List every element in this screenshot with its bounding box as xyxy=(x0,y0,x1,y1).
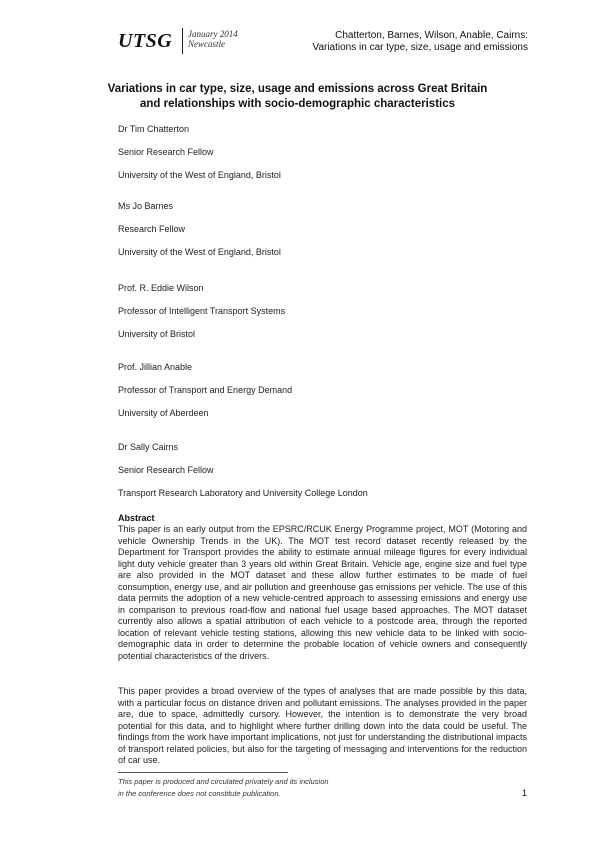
abstract-heading: Abstract xyxy=(118,513,155,523)
page-header xyxy=(118,24,528,68)
author-affiliation: University of Aberdeen xyxy=(118,408,209,418)
author-name: Dr Sally Cairns xyxy=(118,442,179,452)
utsg-logo: UTSG xyxy=(118,30,173,52)
title-line-1: Variations in car type, size, usage and emissions across Great Britain xyxy=(107,83,488,95)
author-role: Senior Research Fellow xyxy=(118,465,214,475)
author-affiliation: University of Bristol xyxy=(118,329,196,339)
author-name: Dr Tim Chatterton xyxy=(118,124,190,134)
author-affiliation: University of the West of England, Bristol xyxy=(118,247,281,257)
running-head xyxy=(313,30,528,54)
running-title: Variations in car type, size, usage and emissions xyxy=(312,42,528,53)
page-number: 1 xyxy=(521,788,527,798)
logo-divider xyxy=(182,28,183,54)
author-name: Ms Jo Barnes xyxy=(118,201,174,211)
title-line-2: and relationships with socio-demographic characteristics xyxy=(139,98,456,110)
footer-note-line-2: in the conference does not constitute publication. xyxy=(118,789,281,798)
author-affiliation: Transport Research Laboratory and University College London xyxy=(118,488,368,498)
author-role: Professor of Intelligent Transport Systems xyxy=(118,306,286,316)
author-name: Prof. Jillian Anable xyxy=(118,362,193,372)
author-role: Professor of Transport and Energy Demand xyxy=(118,385,293,395)
footer-note xyxy=(118,776,329,800)
author-affiliation: University of the West of England, Bristol xyxy=(118,170,281,180)
running-authors: Chatterton, Barnes, Wilson, Anable, Cairns: xyxy=(335,30,528,41)
author-name: Prof. R. Eddie Wilson xyxy=(118,283,204,293)
footer-note-line-1: This paper is produced and circulated privately and its inclusion xyxy=(118,777,329,786)
author-role: Senior Research Fellow xyxy=(118,147,214,157)
abstract-paragraph-2: This paper provides a broad overview of the types of analyses that are made possible by this data, with a particular focus on distance driven and pollutant emissions. The analyses provided in the paper are, due to space, admittedly cursory. However, the intention is to demonstrate the very broad potential for this data, and to highlight where further drilling down into the data could be useful. The findings from the work have important implications, not just for understanding the distributional impacts of transport related policies, but also for the targeting of messaging and interventions for the reduction of car use. xyxy=(118,686,527,765)
conference-date: January 2014 xyxy=(188,29,238,39)
conference-location: Newcastle xyxy=(188,39,225,49)
conference-info xyxy=(188,29,238,49)
abstract-paragraph-1: This paper is an early output from the EPSRC/RCUK Energy Programme project, MOT (Motoring and vehicle Ownership Trends in the UK). The MOT test record dataset recently released by the Department for Transport provides the ability to estimate annual mileage figures for every individual light duty vehicle greater than 3 years old within Great Britain. Vehicle age, engine size and fuel type are also provided in the MOT dataset and these allow further estimates to be made of fuel consumption, energy use, and air pollution and greenhouse gas emissions per vehicle. The use of this data permits the adoption of a new vehicle-centred approach to assessing emissions and energy use in comparison to previous road-flow and national fuel usage based approaches. The MOT dataset currently also allows a spatial attribution of each vehicle to a postcode area, through the reported location of relevant vehicle testing stations, allowing this new vehicle data to be linked with socio-demographic data in order to determine the probable location of vehicle owners and consequently potential characteristics of the drivers. xyxy=(118,524,527,661)
author-role: Research Fellow xyxy=(118,224,186,234)
paper-title xyxy=(60,82,535,112)
footer-rule xyxy=(118,772,288,773)
